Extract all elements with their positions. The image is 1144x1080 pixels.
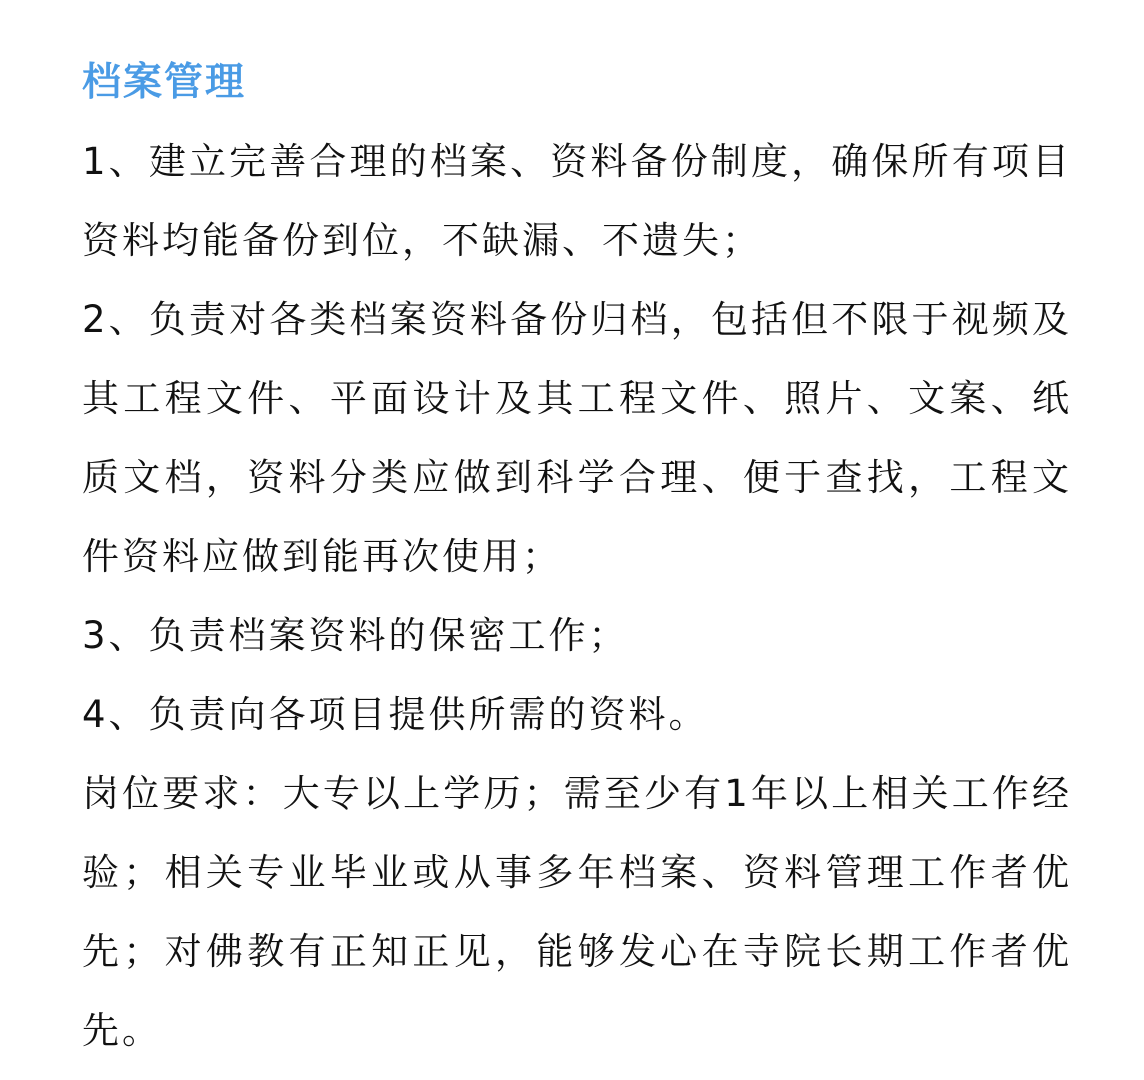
duty-item-4: 4、负责向各项目提供所需的资料。 xyxy=(82,693,709,736)
duty-item-3: 3、负责档案资料的保密工作； xyxy=(82,614,629,657)
section-title: 档案管理 xyxy=(82,60,247,105)
document-content xyxy=(82,44,1072,1070)
duty-item-1: 1、建立完善合理的档案、资料备份制度，确保所有项目资料均能备份到位，不缺漏、不遗失； xyxy=(82,140,1072,262)
duty-item-2: 2、负责对各类档案资料备份归档，包括但不限于视频及其工程文件、平面设计及其工程文件、照片、文案、纸质文档，资料分类应做到科学合理、便于查找，工程文件资料应做到能再次使用； xyxy=(82,298,1072,578)
job-requirements: 岗位要求：大专以上学历；需至少有1年以上相关工作经验；相关专业毕业或从事多年档案、资料管理工作者优先；对佛教有正知正见，能够发心在寺院长期工作者优先。 xyxy=(82,772,1072,1052)
